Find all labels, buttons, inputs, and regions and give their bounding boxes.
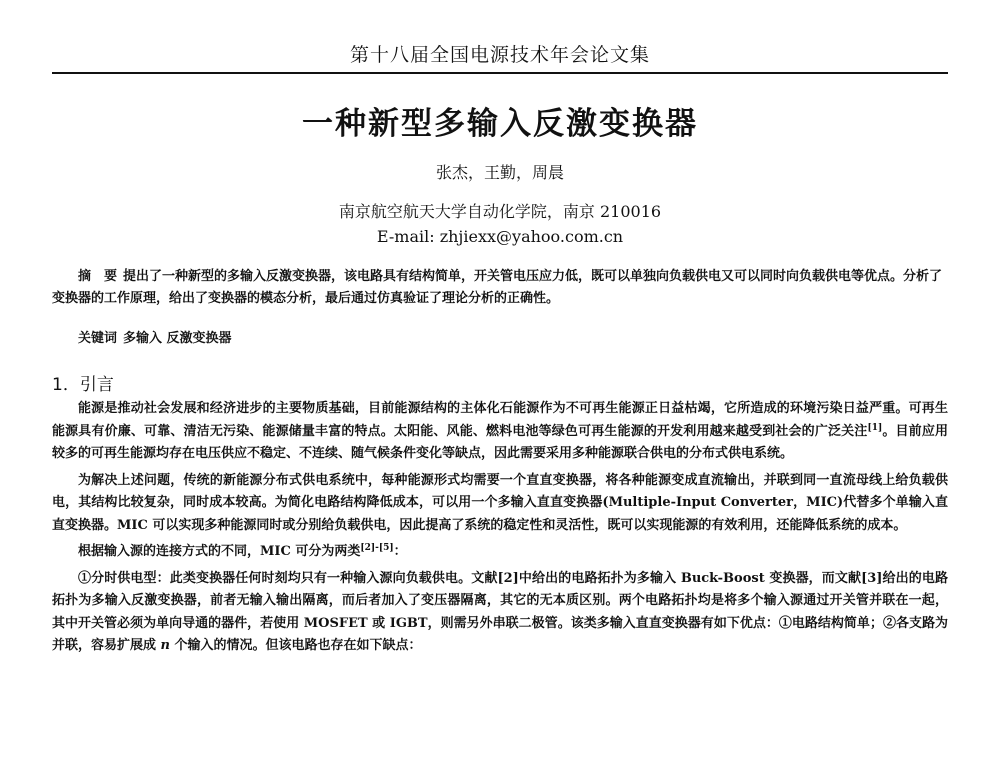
keywords [52, 327, 948, 346]
header-rule [52, 72, 948, 74]
paragraph-1 [52, 398, 948, 466]
paragraph-3 [52, 541, 948, 564]
variable-n: n [160, 638, 170, 653]
citation-2-5: [2]-[5] [360, 543, 394, 553]
abstract-label: 摘 要 [78, 269, 118, 284]
keywords-text: 多输入 反激变换器 [123, 331, 232, 346]
paragraph-3-text-a: 根据输入源的连接方式的不同，MIC 可分为两类 [78, 544, 361, 559]
paragraph-4 [52, 568, 948, 658]
authors: 张杰，王勤，周晨 [435, 163, 564, 182]
keywords-label: 关键词 [78, 331, 118, 346]
paragraph-1-text-b: 。目前应用较多的可再生能源均存在电压供应不稳定、不连续、随气候条件变化等缺点，因此需要采用多种能源联合供电的分布式供电系统。 [52, 423, 948, 461]
abstract-text: 提出了一种新型的多输入反激变换器，该电路具有结构简单，开关管电压应力低，既可以单独向负载供电又可以同时向负载供电等优点。分析了变换器的工作原理，给出了变换器的模态分析，最后通过仿真验证了理论分析的正确性。 [52, 269, 943, 306]
paragraph-3-text-b: ： [393, 544, 407, 559]
paragraph-1-text-a: 能源是推动社会发展和经济进步的主要物质基础，目前能源结构的主体化石能源作为不可再生能源正日益枯竭，它所造成的环境污染日益严重。可再生能源具有价廉、可靠、清洁无污染、能源储量丰富的特点。太阳能、风能、燃料电池等绿色可再生能源的开发利用越来越受到社会的广泛关注 [52, 401, 948, 439]
abstract [52, 266, 948, 310]
affiliation: 南京航空航天大学自动化学院，南京 210016 [338, 202, 662, 221]
paragraph-4-text-b: 个输入的情况。但该电路也存在如下缺点： [174, 638, 422, 653]
email: E-mail: zhjiexx@yahoo.com.cn [376, 227, 624, 246]
paragraph-4-text-a: ①分时供电型：此类变换器任何时刻均只有一种输入源向负载供电。文献[2]中给出的电路拓扑为多输入 Buck-Boost 变换器，而文献[3]给出的电路拓扑为多输入反激变换器，前者无输入输出隔离，而后者加入了变压器隔离，其它的无本质区别。两个电路拓扑均是将多个输入源通过开关管并联在一起，其中开关管必须为单向导通的器件，若使用 MOSFET 或 IGBT，则需另外串联二极管。该类多输入直直变换器有如下优点：①电路结构简单；②各支路为并联，容易扩展成 [52, 570, 948, 653]
running-header: 第十八届全国电源技术年会论文集 [349, 44, 650, 66]
citation-1: [1] [867, 422, 883, 433]
section-heading-intro: 1．引言 [52, 375, 114, 395]
paragraph-2: 为解决上述问题，传统的新能源分布式供电系统中，每种能源形式均需要一个直直变换器，将各种能源变成直流输出，并联到同一直流母线上给负载供电，其结构比较复杂，同时成本较高。为简化电路结构降低成本，可以用一个多输入直直变换器(Multiple-Input Converter，MIC)代替多个单输入直直变换器。MIC 可以实现多种能源同时或分别给负载供电，因此提高了系统的稳定性和灵活性，既可以实现能源的有效利用，还能降低系统的成本。 [52, 472, 948, 533]
section-body [52, 398, 948, 662]
paper-title: 一种新型多输入反激变换器 [302, 106, 698, 142]
